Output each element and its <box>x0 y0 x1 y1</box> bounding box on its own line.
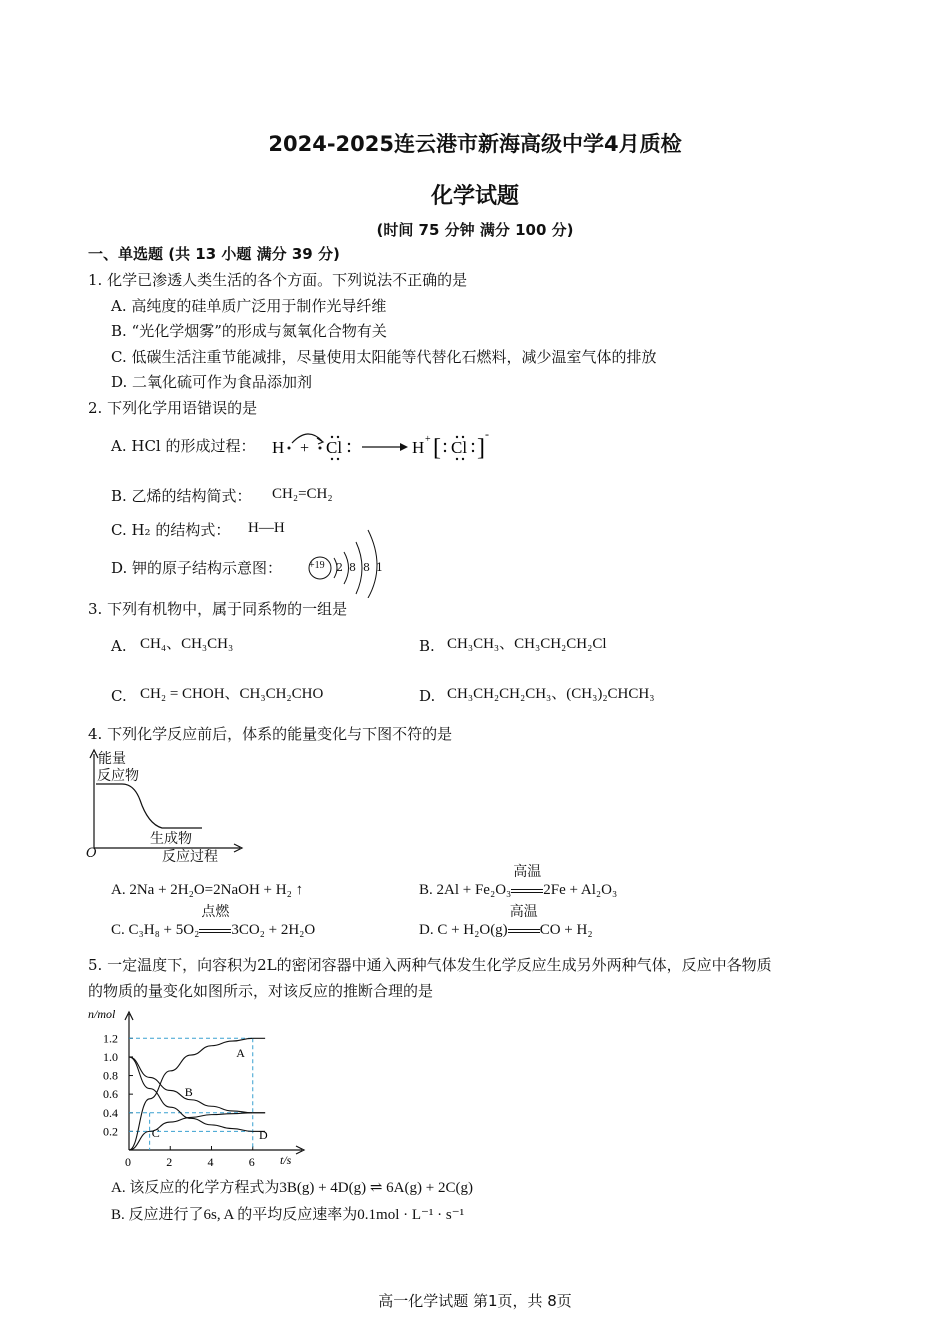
q5-stem-line2: 的物质的量变化如图所示，对该反应的推断合理的是 <box>88 982 434 1000</box>
energy-axis-label: 能量 <box>98 751 126 767</box>
series-label-A: A <box>236 1045 245 1060</box>
h2-structure: H—H <box>248 520 285 536</box>
svg-text:+: + <box>300 440 310 457</box>
q3-option-b-label: B. <box>419 637 435 655</box>
svg-text:H: H <box>412 438 425 457</box>
svg-text:H: H <box>272 438 285 457</box>
product-label: 生成物 <box>150 831 192 847</box>
y-tick-label: 1.2 <box>103 1031 118 1046</box>
q4-option-b: B. 2Al + Fe₂O₃ 高温 2Fe + Al₂O₃ <box>419 864 618 898</box>
q2-option-c-label: C. H₂ 的结构式： <box>111 521 231 539</box>
process-axis-label: 反应过程 <box>162 849 218 865</box>
series-label-B: B <box>184 1085 193 1100</box>
q3-option-d: CH₃CH₂CH₂CH₃、(CH₃)₂CHCH₃ <box>447 686 655 702</box>
shell-3: 8 <box>363 561 370 574</box>
q3-stem: 3. 下列有机物中，属于同系物的一组是 <box>88 600 348 618</box>
hcl-formation-diagram <box>270 424 500 466</box>
q1-option-b: B. “光化学烟雾”的形成与氮氧化合物有关 <box>111 322 387 340</box>
x-tick-label: 2 <box>166 1155 173 1169</box>
q4-stem: 4. 下列化学反应前后，体系的能量变化与下图不符的是 <box>88 725 453 743</box>
svg-text:Cl: Cl <box>451 438 468 457</box>
q1-stem: 1. 化学已渗透人类生活的各个方面。下列说法不正确的是 <box>88 271 468 289</box>
energy-diagram <box>84 748 244 864</box>
q3-option-a-label: A. <box>111 637 127 655</box>
q2-option-a-label: A. HCl 的形成过程： <box>111 437 256 455</box>
q4-option-c: C. C₃H₈ + 5O₂ 点燃 3CO₂ + 2H₂O <box>111 904 316 938</box>
q4-option-a: A. 2Na + 2H₂O=2NaOH + H₂ ↑ <box>111 882 304 898</box>
q5-stem-line1: 5. 一定温度下，向容积为2L的密闭容器中通入两种气体发生化学反应生成另外两种气体，反应中各物质 <box>88 956 772 974</box>
q2-option-d-label: D. 钾的原子结构示意图： <box>111 559 283 577</box>
q1-option-d: D. 二氧化硫可作为食品添加剂 <box>111 373 313 391</box>
q5-chart <box>86 1004 316 1172</box>
y-axis-label: n/mol <box>88 1007 116 1021</box>
y-tick-label: 0.8 <box>103 1068 118 1083</box>
shell-2: 8 <box>349 561 356 574</box>
shell-4: 1 <box>376 561 383 574</box>
q3-option-b: CH₃CH₃、CH₃CH₂CH₂Cl <box>447 636 607 652</box>
q2-stem: 2. 下列化学用语错误的是 <box>88 399 258 417</box>
q3-option-a: CH₄、CH₃CH₃ <box>140 636 234 652</box>
x-tick-label: 4 <box>207 1155 214 1169</box>
svg-text:+: + <box>425 434 431 445</box>
svg-text:]: ] <box>477 435 485 461</box>
shell-1: 2 <box>336 561 343 574</box>
q3-option-c-label: C. <box>111 687 127 705</box>
series-label-D: D <box>258 1127 268 1142</box>
time-info: (时间 75 分钟 满分 100 分) <box>376 221 574 239</box>
x-tick-label: 6 <box>248 1155 255 1169</box>
section-title: 一、单选题 (共 13 小题 满分 39 分) <box>88 245 340 263</box>
exam-title: 2024-2025连云港市新海高级中学4月质检 <box>268 132 682 156</box>
q2-option-b-label: B. 乙烯的结构简式： <box>111 487 252 505</box>
svg-text:-: - <box>485 427 489 441</box>
reactant-label: 反应物 <box>97 768 139 784</box>
x-tick-label: 0 <box>125 1155 131 1169</box>
series-label-C: C <box>151 1126 160 1141</box>
q1-option-a: A. 高纯度的硅单质广泛用于制作光导纤维 <box>111 297 387 315</box>
y-tick-label: 0.6 <box>103 1087 118 1102</box>
potassium-atom-diagram <box>306 526 386 598</box>
y-tick-label: 0.4 <box>103 1105 118 1120</box>
q5-option-b: B. 反应进行了6s, A 的平均反应速率为0.1mol · L⁻¹ · s⁻¹ <box>111 1207 465 1223</box>
subject-title: 化学试题 <box>430 184 519 209</box>
q1-option-c: C. 低碳生活注重节能减排，尽量使用太阳能等代替化石燃料，减少温室气体的排放 <box>111 348 657 366</box>
svg-text:[: [ <box>433 435 441 461</box>
origin-label: O <box>86 846 97 861</box>
q5-option-a: A. 该反应的化学方程式为3B(g) + 4D(g) ⇌ 6A(g) + 2C(g) <box>111 1180 473 1196</box>
y-tick-label: 1.0 <box>103 1049 118 1064</box>
nucleus-charge: +19 <box>309 560 325 571</box>
y-tick-label: 0.2 <box>103 1124 118 1139</box>
q3-option-d-label: D. <box>419 687 436 705</box>
svg-text:Cl: Cl <box>326 438 343 457</box>
ethylene-formula: CH₂=CH₂ <box>272 486 333 502</box>
x-axis-label: t/s <box>280 1153 292 1167</box>
page-footer: 高一化学试题 第1页，共 8页 <box>378 1292 572 1310</box>
q4-option-d: D. C + H₂O(g) 高温 CO + H₂ <box>419 904 593 938</box>
q3-option-c: CH₂ = CHOH、CH₃CH₂CHO <box>140 686 324 702</box>
